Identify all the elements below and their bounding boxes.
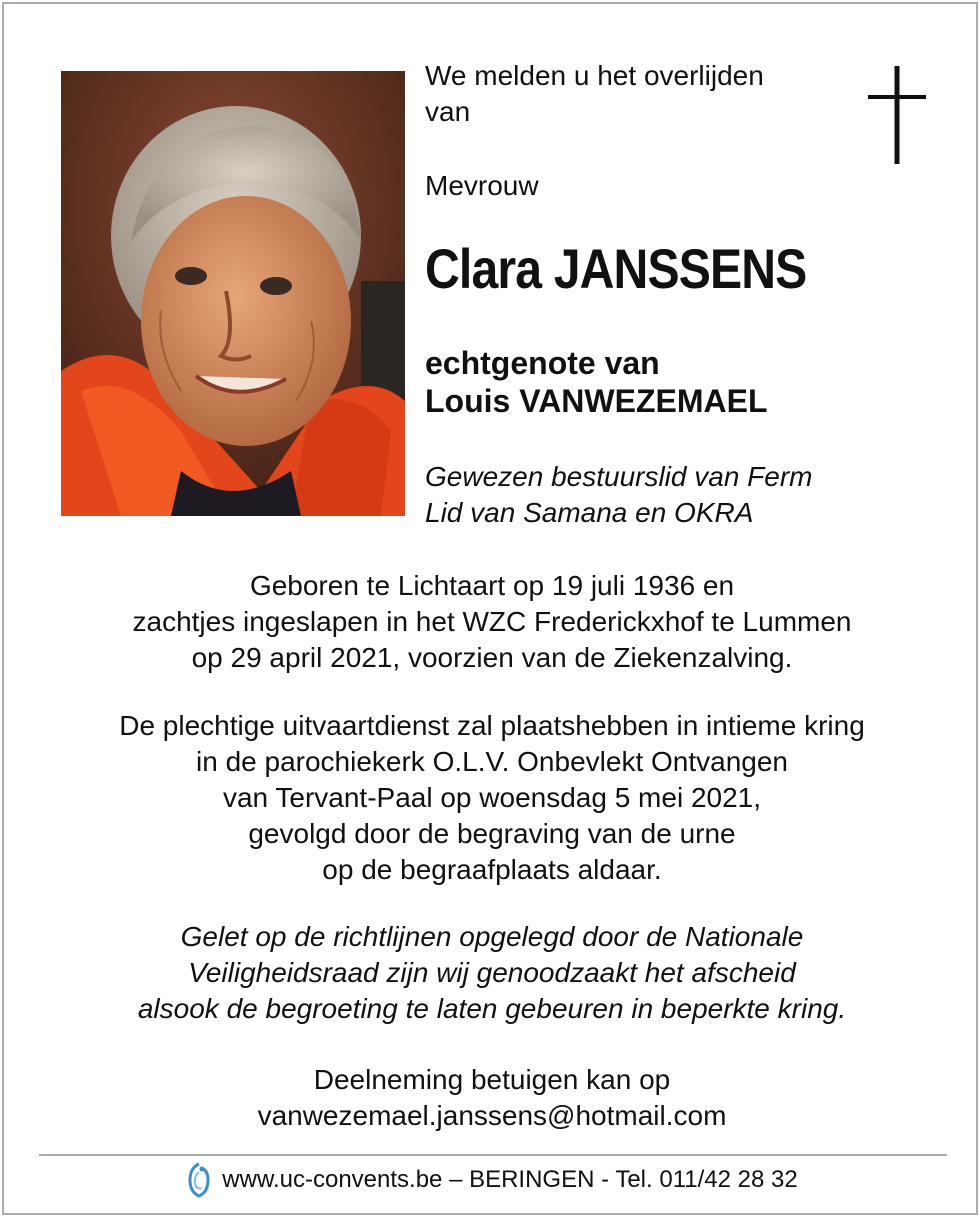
funeral-line: van Tervant-Paal op woensdag 5 mei 2021, bbox=[222, 782, 762, 813]
deceased-name: Clara JANSSENS bbox=[425, 237, 807, 300]
condolences-line: Deelneming betuigen kan op bbox=[313, 1064, 671, 1095]
roles-info bbox=[425, 459, 813, 531]
obituary-card bbox=[2, 2, 978, 1215]
birth-death-line: op 29 april 2021, voorzien van de Ziekenzalving. bbox=[191, 642, 793, 673]
condolences-paragraph bbox=[4, 1062, 980, 1134]
portrait-photo bbox=[61, 71, 405, 516]
portrait-image bbox=[61, 71, 405, 516]
spouse-line-2: Louis VANWEZEMAEL bbox=[425, 383, 768, 419]
role-line-2: Lid van Samana en OKRA bbox=[425, 497, 754, 528]
funeral-paragraph bbox=[4, 708, 980, 888]
intro-line-2: van bbox=[425, 96, 471, 127]
birth-death-line: zachtjes ingeslapen in het WZC Frederickxhof te Lummen bbox=[132, 606, 852, 637]
funeral-line: gevolgd door de begraving van de urne bbox=[248, 818, 736, 849]
funeral-line: De plechtige uitvaartdienst zal plaatshebben in intieme kring bbox=[119, 710, 865, 741]
spouse-line-1: echtgenote van bbox=[425, 345, 660, 381]
funeral-line: in de parochiekerk O.L.V. Onbevlekt Ontvangen bbox=[196, 746, 788, 777]
role-line-1: Gewezen bestuurslid van Ferm bbox=[425, 461, 813, 492]
footer-contact[interactable]: www.uc-convents.be – BERINGEN - Tel. 011/42 28 32 bbox=[222, 1166, 798, 1193]
birth-death-paragraph bbox=[4, 568, 980, 676]
footer bbox=[4, 1160, 980, 1200]
notice-line: Veiligheidsraad zijn wij genoodzaakt het afscheid bbox=[188, 957, 796, 988]
funeral-line: op de begraafplaats aldaar. bbox=[322, 854, 662, 885]
funeral-home-logo-icon bbox=[186, 1162, 212, 1198]
footer-divider bbox=[39, 1154, 947, 1156]
honorific: Mevrouw bbox=[425, 170, 539, 201]
condolences-email[interactable]: vanwezemael.janssens@hotmail.com bbox=[257, 1100, 727, 1131]
birth-death-line: Geboren te Lichtaart op 19 juli 1936 en bbox=[249, 570, 735, 601]
notice-line: Gelet op de richtlijnen opgelegd door de Nationale bbox=[180, 921, 804, 952]
cross-icon bbox=[868, 66, 926, 164]
intro-line-1: We melden u het overlijden bbox=[425, 60, 764, 91]
spouse-info bbox=[425, 344, 768, 420]
notice-line: alsook de begroeting te laten gebeuren in beperkte kring. bbox=[137, 993, 847, 1024]
intro-text bbox=[425, 58, 845, 130]
notice-paragraph bbox=[4, 919, 980, 1027]
